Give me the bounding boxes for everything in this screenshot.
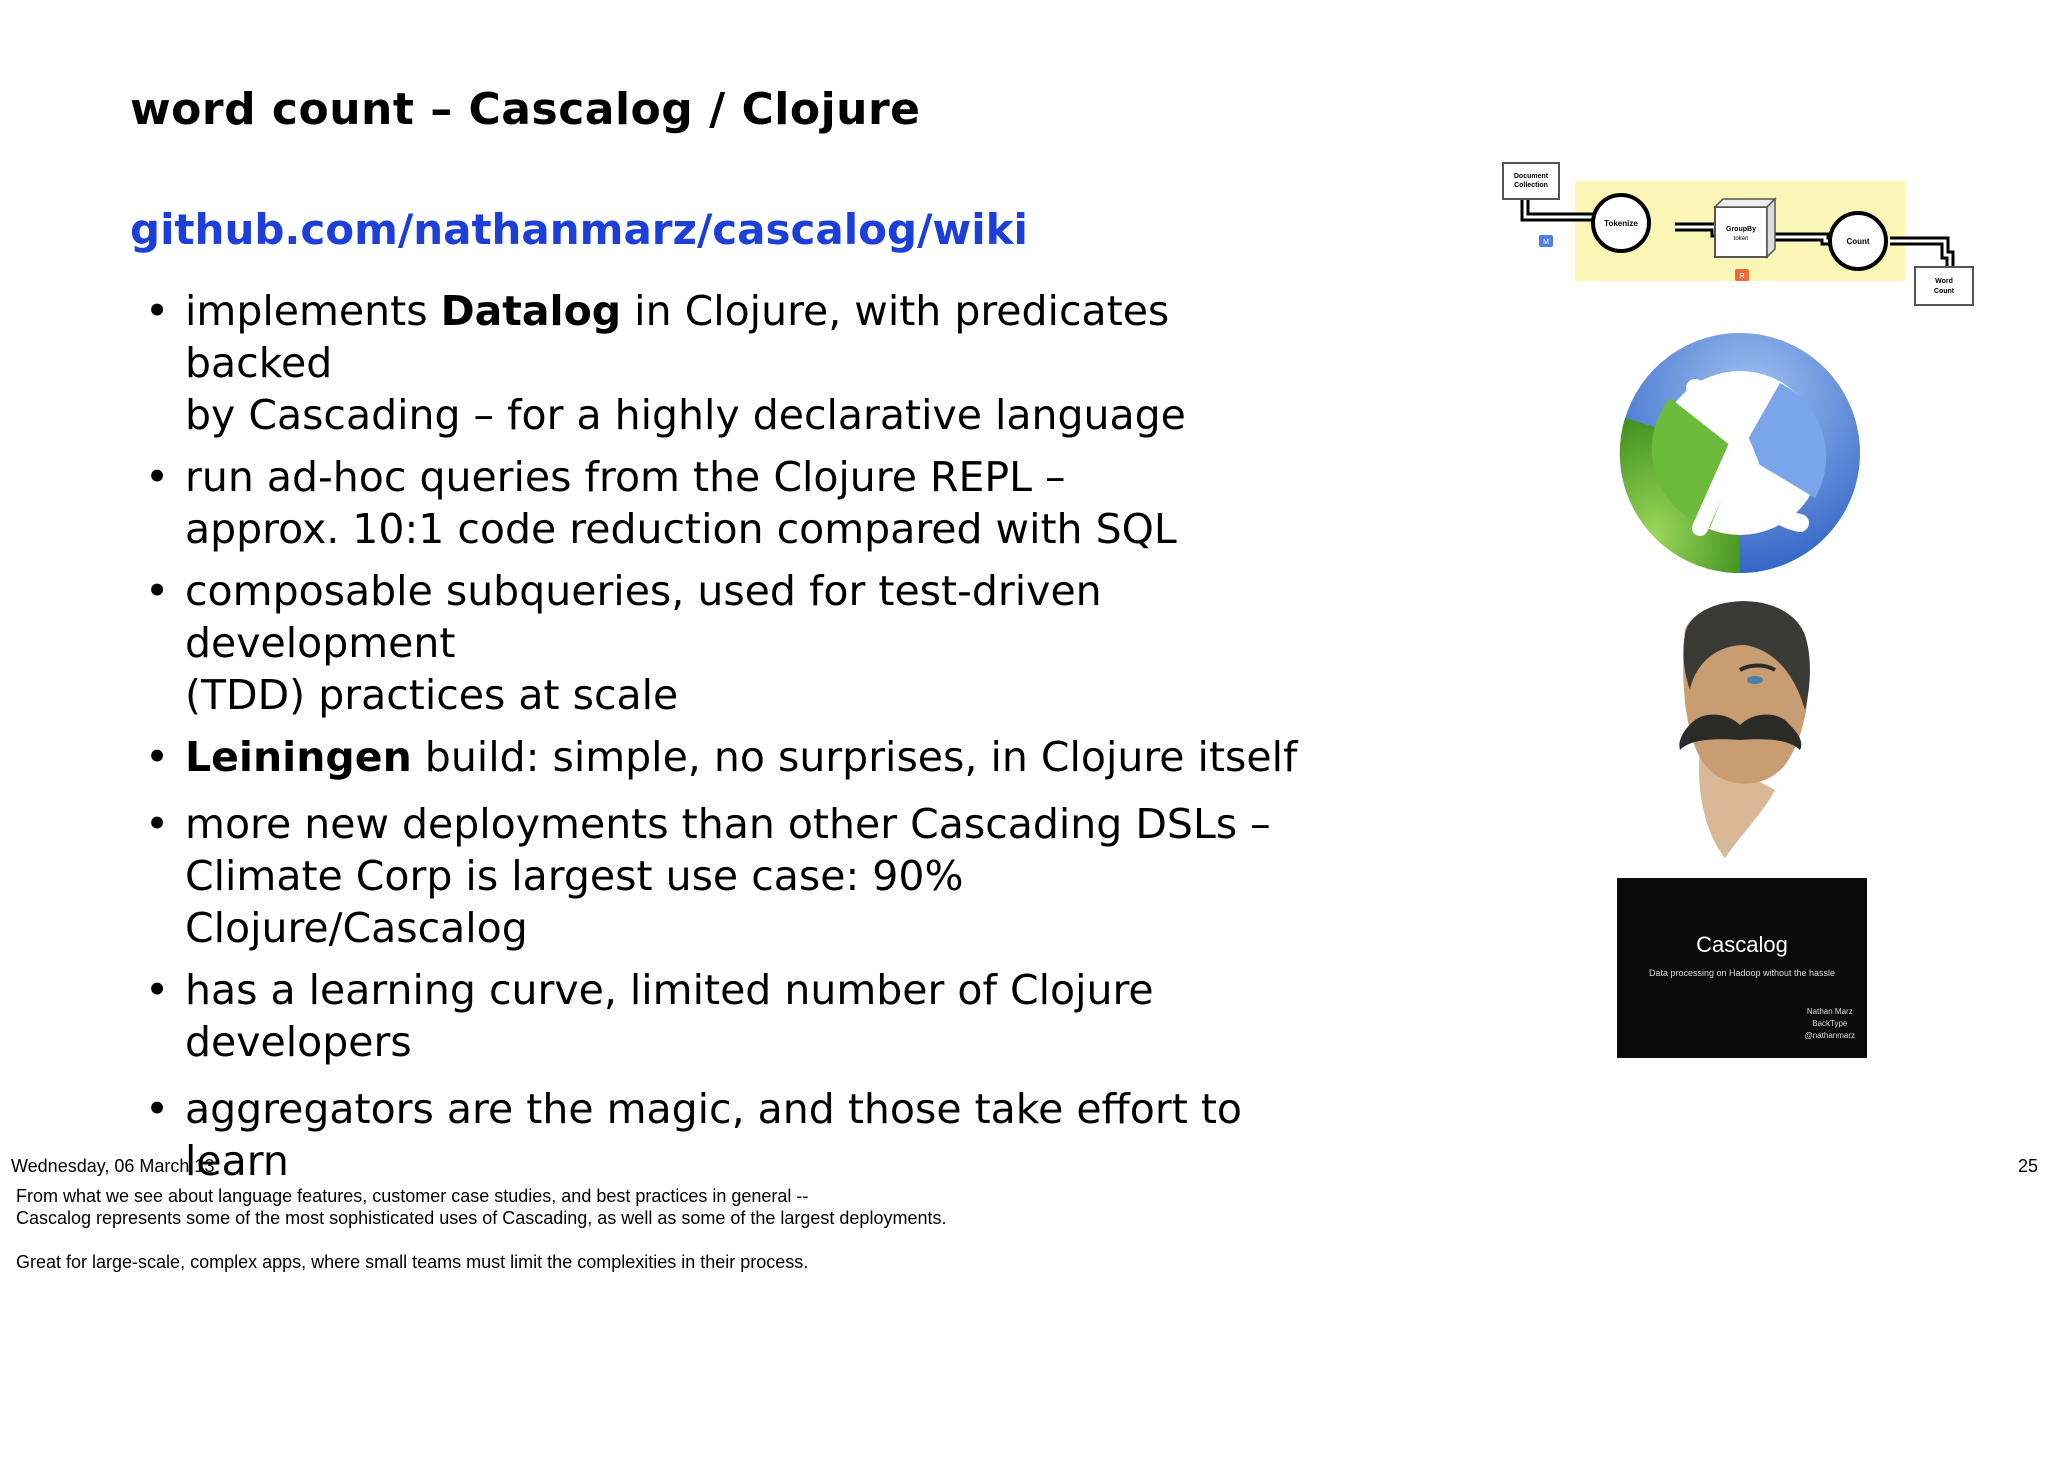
bullet-text: (TDD) practices at scale xyxy=(185,671,679,719)
bullet-text: has a learning curve, limited number of Clojure developers xyxy=(185,966,1154,1066)
speaker-notes xyxy=(16,1185,1316,1273)
doc-collection-label-1: Document xyxy=(1513,173,1549,180)
cascalog-thumb-title: Cascalog xyxy=(1696,932,1788,957)
bullet-text: run ad-hoc queries from the Clojure REPL – xyxy=(185,453,1066,501)
page-number: 25 xyxy=(2017,1156,2038,1176)
bullet-text: composable subqueries, used for test-driven development xyxy=(185,567,1102,667)
cascalog-thumb-company: BackType xyxy=(1812,1019,1848,1028)
word-count-box xyxy=(1915,267,1973,305)
slide-title: word count – Cascalog / Clojure xyxy=(130,84,921,135)
word-count-label-2: Count xyxy=(1933,288,1955,295)
doc-collection-label-2: Collection xyxy=(1514,182,1548,189)
bullet-bold-text: Leiningen xyxy=(185,733,412,781)
word-count-flow-diagram xyxy=(1495,155,1985,315)
r-badge-label: R xyxy=(1739,273,1745,280)
groupby-box-side xyxy=(1767,199,1775,257)
bullet-text: implements xyxy=(185,287,441,335)
notes-line: From what we see about language features, customer case studies, and best practices in general -- xyxy=(16,1186,809,1206)
bullet-item xyxy=(145,731,1305,783)
bullet-text: more new deployments than other Cascading DSLs – xyxy=(185,800,1271,848)
bullet-text: by Cascading – for a highly declarative language xyxy=(185,391,1186,439)
cascalog-wiki-link[interactable]: github.com/nathanmarz/cascalog/wiki xyxy=(130,205,1028,254)
token-label: token xyxy=(1733,236,1749,242)
groupby-label: GroupBy xyxy=(1726,226,1756,233)
bullet-item xyxy=(145,285,1305,441)
tokenize-label: Tokenize xyxy=(1604,219,1638,228)
footer-date: Wednesday, 06 March 13 xyxy=(11,1156,215,1176)
bullet-item xyxy=(145,964,1305,1068)
bullet-bold-text: Datalog xyxy=(440,287,622,335)
bullet-text: build: simple, no surprises, in Clojure itself xyxy=(411,733,1298,781)
clojure-logo xyxy=(1615,328,1865,578)
bullet-text: Climate Corp is largest use case: 90% Clojure/Cascalog xyxy=(185,852,964,952)
m-badge-label: M xyxy=(1543,239,1549,246)
bullet-item xyxy=(145,1083,1305,1187)
bullet-item xyxy=(145,798,1305,954)
bullet-text: aggregators are the magic, and those take effort to learn xyxy=(185,1085,1243,1185)
cascalog-thumb-subtitle: Data processing on Hadoop without the hassle xyxy=(1648,968,1836,978)
word-count-label-1: Word xyxy=(1935,278,1953,285)
notes-line: Cascalog represents some of the most sophisticated uses of Cascading, as well as some of the largest deployments. xyxy=(16,1208,947,1228)
bullet-list xyxy=(145,285,1305,1202)
groupby-box-top xyxy=(1715,199,1775,207)
bullet-text: in Clojure, with predicates backed xyxy=(185,287,1170,387)
document-collection-box xyxy=(1503,163,1559,199)
cascalog-thumb-author: Nathan Marz xyxy=(1806,1007,1853,1016)
portrait-illustration xyxy=(1655,590,1825,860)
cascalog-thumb-handle: @nathanmarz xyxy=(1804,1031,1855,1040)
bullet-item xyxy=(145,565,1305,721)
count-label: Count xyxy=(1846,237,1870,246)
portrait-eye xyxy=(1747,676,1763,684)
cascalog-slide-thumbnail xyxy=(1617,878,1867,1058)
cascalog-thumb-author-block xyxy=(1805,1006,1855,1042)
notes-line: Great for large-scale, complex apps, where small teams must limit the complexities in their process. xyxy=(16,1252,809,1272)
bullet-text: approx. 10:1 code reduction compared with SQL xyxy=(185,505,1177,553)
bullet-item xyxy=(145,451,1305,555)
